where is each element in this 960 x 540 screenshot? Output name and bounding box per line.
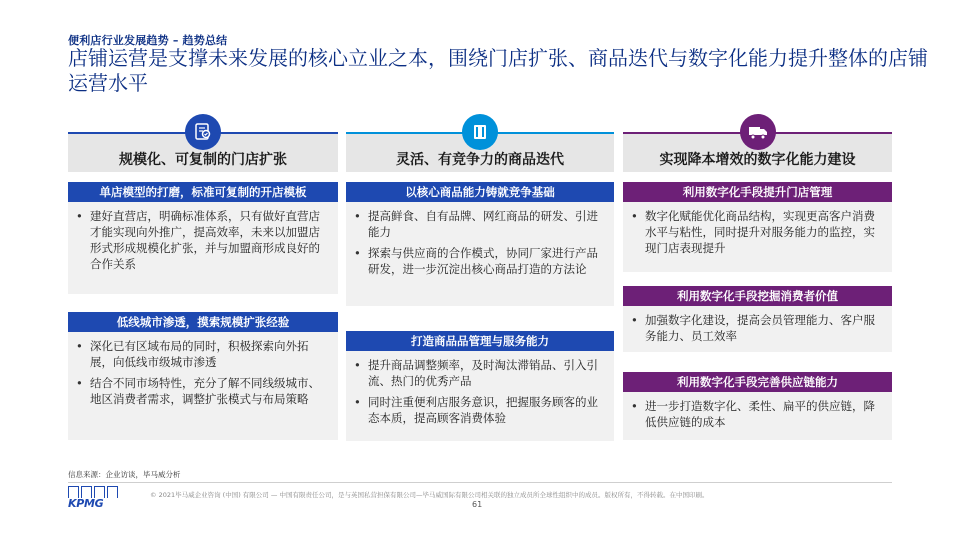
info-card [346, 182, 614, 306]
card-heading: 低线城市渗透，摸索规模扩张经验 [68, 312, 338, 332]
bullet-item: • 探索与供应商的合作模式，协同厂家进行产品研发，进一步沉淀出核心商品打造的方法论 [352, 245, 606, 277]
info-card [623, 372, 892, 440]
bullet-item: • 深化已有区域布局的同时，积极探索向外拓展，向低线市级城市渗透 [74, 338, 330, 370]
bullet-item: • 加强数字化建设，提高会员管理能力、客户服务能力、员工效率 [629, 312, 884, 344]
column-title: 规模化、可复制的门店扩张 [68, 134, 338, 172]
info-card [346, 331, 614, 441]
info-card [623, 286, 892, 352]
page-headline: 店铺运营是支撑未来发展的核心立业之本，围绕门店扩张、商品迭代与数字化能力提升整体的店铺运营水平 [68, 46, 928, 95]
kpmg-logo [68, 486, 120, 512]
bullet-item: • 建好直营店，明确标准体系，只有做好直营店才能实现向外推广，提高效率，未来以加盟店形式形成规模化扩张，并与加盟商形成良好的合作关系 [74, 208, 330, 272]
copyright-notice: © 2021毕马威企业咨询 (中国) 有限公司 — 中国有限责任公司，是与英国私营担保有限公司—毕马威国际有限公司相关联的独立成员所全球性组织中的成员。版权所有，不得转载。在中国印刷。 [150, 491, 709, 499]
delivery-truck-icon [740, 114, 776, 150]
bullet-item: • 进一步打造数字化、柔性、扁平的供应链，降低供应链的成本 [629, 398, 884, 430]
bullet-item: • 数字化赋能优化商品结构，实现更高客户消费水平与粘性，同时提升对服务能力的监控，实现门店表现提升 [629, 208, 884, 256]
card-heading: 以核心商品能力铸就竞争基础 [346, 182, 614, 202]
column-title: 实现降本增效的数字化能力建设 [623, 134, 892, 172]
kpmg-logo-text: KPMG [68, 497, 104, 510]
store-expansion-icon [185, 114, 221, 150]
page-number: 61 [472, 500, 483, 509]
bullet-item: • 同时注重便利店服务意识，把握服务顾客的业态本质，提高顾客消费体验 [352, 394, 606, 426]
section-subtitle: 便利店行业发展趋势 – 趋势总结 [68, 34, 228, 47]
card-heading: 利用数字化手段提升门店管理 [623, 182, 892, 202]
info-card [68, 312, 338, 440]
footer-divider [68, 482, 892, 483]
column-title: 灵活、有竞争力的商品迭代 [346, 134, 614, 172]
card-heading: 打造商品品管理与服务能力 [346, 331, 614, 351]
info-card [68, 182, 338, 294]
bullet-item: • 提高鲜食、自有品牌、网红商品的研发、引进能力 [352, 208, 606, 240]
product-iteration-icon [462, 114, 498, 150]
bullet-item: • 结合不同市场特性，充分了解不同线级城市、地区消费者需求，调整扩张模式与布局策略 [74, 375, 330, 407]
card-heading: 单店模型的打磨，标准可复制的开店模板 [68, 182, 338, 202]
card-heading: 利用数字化手段挖掘消费者价值 [623, 286, 892, 306]
source-note: 信息来源：企业访谈，毕马威分析 [68, 470, 181, 479]
info-card [623, 182, 892, 272]
bullet-item: • 提升商品调整频率，及时淘汰滞销品、引入引流、热门的优秀产品 [352, 357, 606, 389]
card-heading: 利用数字化手段完善供应链能力 [623, 372, 892, 392]
